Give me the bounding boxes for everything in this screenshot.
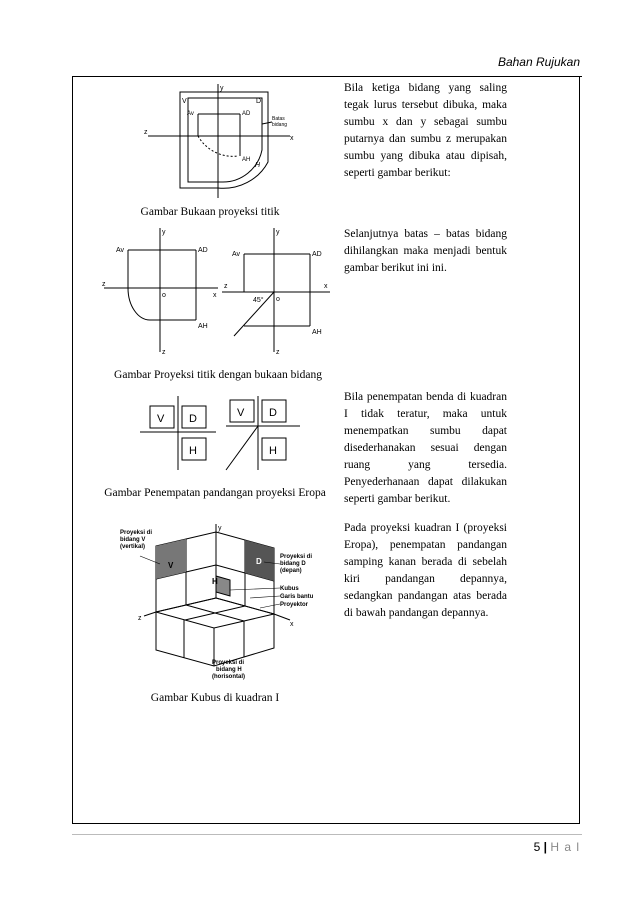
fig3-h-label-1: H bbox=[189, 445, 197, 457]
fig2-left-ah-label: AH bbox=[198, 323, 208, 330]
fig4-proyektor-label: Proyektor bbox=[280, 602, 309, 608]
fig3-d-label-2: D bbox=[269, 407, 277, 419]
figure-pandangan-eropa bbox=[140, 396, 300, 472]
fig3-v-label-2: V bbox=[237, 407, 245, 419]
fig2-angle-label: 45° bbox=[253, 297, 264, 304]
fig2-right-x-label: x bbox=[324, 283, 328, 290]
fig1-batas-label-2: bidang bbox=[272, 122, 288, 128]
footer-rule bbox=[72, 834, 582, 835]
fig4-lbl-d-1: Proyeksi di bbox=[280, 554, 313, 560]
paragraph-2: Selanjutnya batas – batas bidang dihilangkan maka menjadi bentuk gambar berikut ini ini. bbox=[344, 228, 507, 274]
fig2-left-o-label: o bbox=[162, 292, 166, 299]
fig2-right-z-label: z bbox=[224, 283, 228, 290]
fig2-left-av-label: Av bbox=[116, 247, 125, 254]
fig1-batas-label-1: Batas bbox=[272, 116, 285, 122]
fig1-d-label: D bbox=[256, 98, 262, 105]
fig2-right-ad-label: AD bbox=[312, 251, 322, 258]
fig3-h-label-2: H bbox=[269, 445, 277, 457]
fig2-left-y-label: y bbox=[162, 229, 166, 236]
fig3-v-label-1: V bbox=[157, 413, 165, 425]
fig2-right-o-label: o bbox=[276, 296, 280, 303]
fig4-d-label: D bbox=[256, 557, 262, 566]
fig4-lbl-h-3: (horisontal) bbox=[212, 674, 245, 680]
caption-fig2: Gambar Proyeksi titik dengan bukaan bidang bbox=[114, 369, 322, 381]
fig2-right-ah-label: AH bbox=[312, 329, 322, 336]
fig4-z-label: z bbox=[138, 615, 142, 622]
fig2-right-y-label: y bbox=[276, 229, 280, 236]
fig1-x-label: x bbox=[290, 135, 294, 142]
fig2-left-ad-label: AD bbox=[198, 247, 208, 254]
fig4-lbl-v-3: (vertikal) bbox=[120, 544, 146, 550]
fig4-lbl-h-1: Proyeksi di bbox=[212, 660, 245, 666]
fig4-kubus-label: Kubus bbox=[280, 586, 299, 592]
fig4-h-label: H bbox=[212, 577, 218, 586]
fig1-ad-label: AD bbox=[242, 111, 251, 117]
page-number-value: 5 bbox=[533, 840, 541, 854]
fig4-y-label: y bbox=[218, 525, 222, 532]
fig4-lbl-d-2: bidang D bbox=[280, 561, 306, 567]
caption-fig3: Gambar Penempatan pandangan proyeksi Eropa bbox=[104, 487, 326, 499]
fig1-v-label: V bbox=[182, 98, 187, 105]
page-number-hal: H a l bbox=[550, 840, 580, 854]
fig4-x-label: x bbox=[290, 621, 294, 628]
fig4-v-label: V bbox=[168, 561, 174, 570]
fig1-ah-label: AH bbox=[242, 157, 251, 163]
paragraph-3: Bila penempatan benda di kuadran I tidak teratur, maka untuk menempatkan sumbu dapat disederhanakan sesuai dengan ruang yang tersedia. Penyederhanaan dapat dilakukan seperti gambar berikut. bbox=[344, 391, 507, 505]
fig3-d-label-1: D bbox=[189, 413, 197, 425]
fig1-h-label: H bbox=[255, 162, 261, 169]
fig4-lbl-v-1: Proyeksi di bbox=[120, 530, 153, 536]
fig4-lbl-v-2: bidang V bbox=[120, 537, 146, 543]
page-number bbox=[534, 840, 580, 854]
fig4-lbl-h-2: bidang H bbox=[216, 667, 242, 673]
fig4-lbl-d-3: (depan) bbox=[280, 568, 302, 574]
caption-fig1: Gambar Bukaan proyeksi titik bbox=[140, 206, 280, 218]
fig1-av-label: Av bbox=[187, 111, 194, 117]
fig2-left-z-label: z bbox=[102, 281, 106, 288]
page-number-separator: | bbox=[543, 840, 547, 854]
fig2-left-x-label: x bbox=[213, 292, 217, 299]
figure-bukaan-proyeksi-titik bbox=[140, 84, 300, 202]
header-title: Bahan Rujukan bbox=[497, 55, 580, 69]
figure-kubus-kuadran bbox=[120, 524, 320, 682]
paragraph-4: Pada proyeksi kuadran I (proyeksi Eropa), penempatan pandangan samping kanan berada di sebelah kiri pandangan depannya, sedangkan pandangan atas berada di bawah pandangan depannya. bbox=[344, 522, 507, 619]
fig1-y-label: y bbox=[220, 85, 224, 92]
caption-fig4: Gambar Kubus di kuadran I bbox=[150, 692, 280, 704]
fig2-left-z2-label: z bbox=[162, 349, 166, 356]
figure-proyeksi-titik bbox=[100, 224, 334, 358]
fig2-right-z2-label: z bbox=[276, 349, 280, 356]
fig1-z-label: z bbox=[144, 129, 148, 136]
fig2-right-av-label: Av bbox=[232, 251, 241, 258]
fig4-garis-label: Garis bantu bbox=[280, 594, 314, 600]
paragraph-1: Bila ketiga bidang yang saling tegak lurus tersebut dibuka, maka sumbu x dan y sebagai sumbu putarnya dan sumbu z merupakan sumbu yang dibuka atau dipisah, seperti gambar berikut: bbox=[344, 82, 507, 179]
